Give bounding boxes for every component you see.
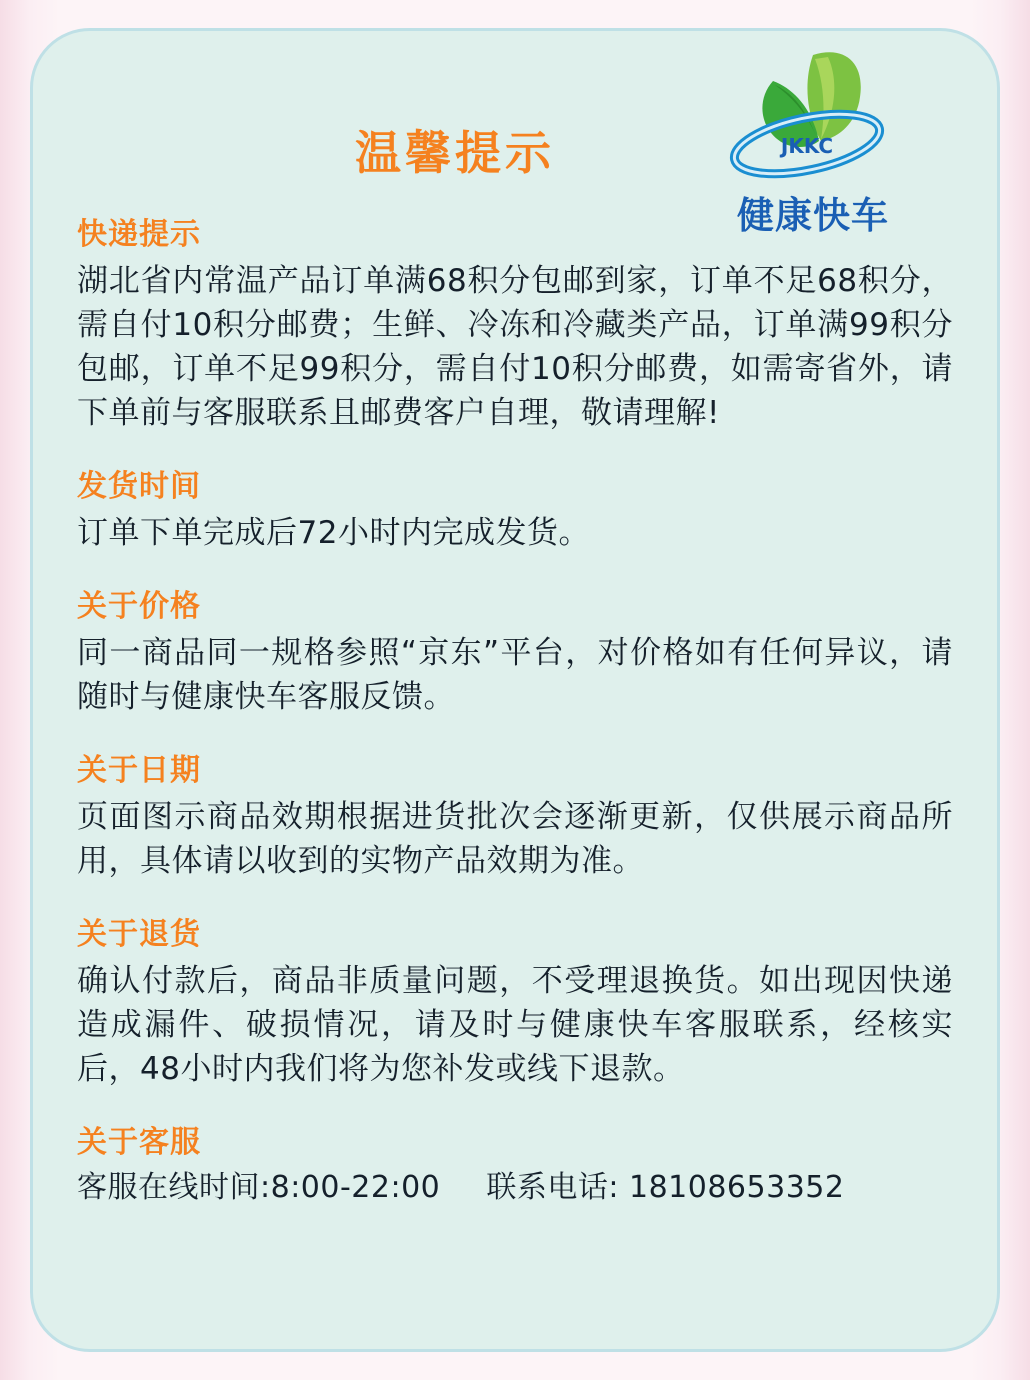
section-body: 订单下单完成后72小时内完成发货。 <box>77 515 590 552</box>
logo-mark-text: JKKC <box>780 134 834 158</box>
brand-logo <box>695 45 925 237</box>
notice-card <box>30 28 1000 1352</box>
section-heading: 关于客服 <box>77 1125 201 1161</box>
service-hours: 客服在线时间:8:00-22:00 <box>77 1170 441 1206</box>
section-body: 页面图示商品效期根据进货批次会逐渐更新，仅供展示商品所用，具体请以收到的实物产品效期为准。 <box>77 799 953 880</box>
section-heading: 发货时间 <box>77 469 201 505</box>
service-phone: 联系电话: 18108653352 <box>486 1170 845 1206</box>
page-title: 温馨提示 <box>355 126 555 180</box>
section-body: 同一商品同一规格参照“京东”平台，对价格如有任何异议，请随时与健康快车客服反馈。 <box>77 635 953 716</box>
section-express <box>77 209 953 435</box>
section-returns <box>77 909 953 1091</box>
leaf-swoosh-icon <box>695 45 925 195</box>
service-contact-line <box>77 1167 953 1210</box>
section-shipping-time <box>77 461 953 555</box>
section-body: 湖北省内常温产品订单满68积分包邮到家，订单不足68积分，需自付10积分邮费；生鲜、冷冻和冷藏类产品，订单满99积分包邮，订单不足99积分，需自付10积分邮费，如需寄省外，请下单前与客服联系且邮费客户自理，敬请理解! <box>77 263 953 432</box>
section-heading: 关于日期 <box>77 753 201 789</box>
section-heading: 关于退货 <box>77 917 201 953</box>
section-price <box>77 581 953 719</box>
section-date <box>77 745 953 883</box>
section-body: 确认付款后，商品非质量问题，不受理退换货。如出现因快递造成漏件、破损情况，请及时与健康快车客服联系，经核实后，48小时内我们将为您补发或线下退款。 <box>77 963 953 1088</box>
logo-brand-name: 健康快车 <box>737 194 889 237</box>
section-customer-service <box>77 1117 953 1210</box>
section-heading: 关于价格 <box>77 589 201 625</box>
section-heading: 快递提示 <box>77 217 201 252</box>
